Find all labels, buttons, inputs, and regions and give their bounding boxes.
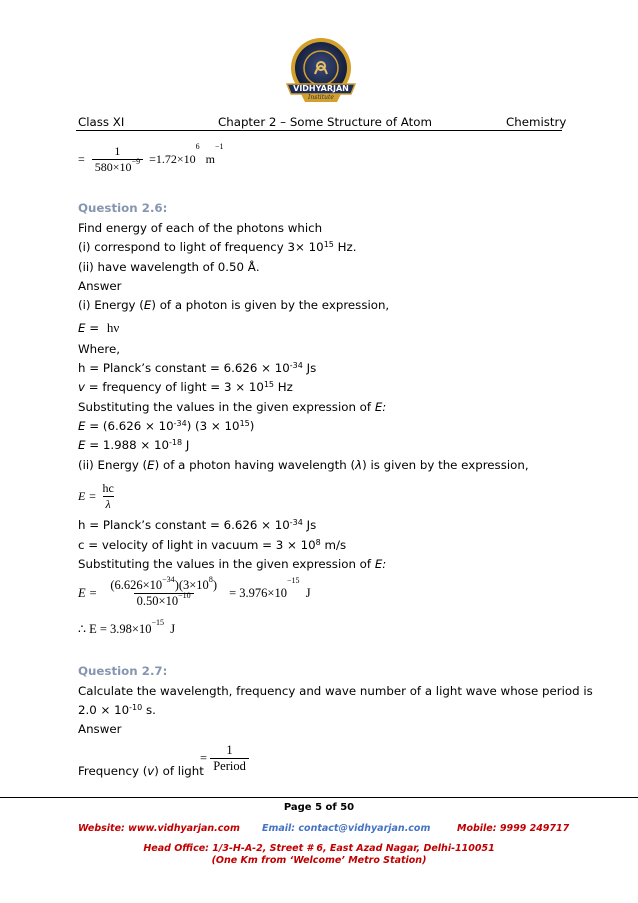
page-number: Page 5 of 50 [283,802,355,813]
q26-calc1: $E = (6.626 \times 10^{-34})$ $(3 \times 10^{15})$ [78,419,255,433]
formula-energy-calc: E = $\frac{(6.626\times 10^{-34})(3\times 10^8)}{0.50\times 10^{-10}}$ = $3.976\times 10^{-15}$ J [78,575,311,608]
q26-e-eq: E = hν [78,320,120,335]
q26-a2: (ii) Energy (E) of a photon having wavelength (λ) is given by the expression, [78,458,529,472]
q27-answer: Answer [78,722,122,736]
q27-line2: $2.0 \times 10^{-10}$ s. [78,703,156,717]
footer-divider [0,797,638,798]
q26-calc2: $E = 1.988 \times 10^{-18}$ J [78,438,190,452]
header-chapter: Chapter 2 – Some Structure of Atom [218,115,432,129]
q26-v: v = frequency of light = $3 \times 10^{15}$ Hz [78,380,293,394]
eq-sign: = [78,152,85,166]
formula-frequency-period: = $\frac{1}{\text{Period}}$ [200,743,249,774]
footer-email[interactable]: Email: contact@vidhyarjan.com [262,823,431,834]
q26-h2: h = Planck’s constant = $6.626 \times 10^{-34}$ Js [78,518,317,532]
q26-a1: (i) Energy (E) of a photon is given by the expression, [78,298,390,312]
answer-label: Answer [78,279,122,293]
eq-fraction [92,144,143,175]
header-class: Class XI [78,115,125,129]
q26-line2: (i) correspond to light of frequency $3\times 10^{15}$ Hz. [78,240,357,254]
question-2-6-title: Question 2.6: [78,201,168,215]
q26-c: c = velocity of light in vacuum = $3 \times 10^8$ m/s [78,538,347,552]
q27-line1: Calculate the wavelength, frequency and wave number of a light wave whose period is [78,684,593,698]
q26-subst: Substituting the values in the given expression of E: [78,400,387,414]
question-2-7-title: Question 2.7: [78,664,168,678]
q26-line1: Find energy of each of the photons which [78,221,323,235]
logo-subtext: Institute [308,94,334,101]
energy-result: ∴ $E = 3.98\times 10^{-15}$ J [78,618,176,636]
footer-office: Head Office: 1/3-H-A-2, Street # 6, East Azad Nagar, Delhi-110051 [143,843,495,854]
footer-office-landmark: (One Km from ‘Welcome’ Metro Station) [211,855,427,866]
equation-wave-number [78,141,224,175]
eq-numerator: 1 [114,144,121,158]
header-subject: Chemistry [506,115,567,129]
eq-result: $=1.72\times 10^6$ $m^{-1}$ [149,141,224,166]
q26-subst2: Substituting the values in the given expression of E: [78,557,387,571]
footer-mobile: Mobile: 9999 249717 [457,823,570,834]
header-divider [76,130,562,131]
formula-e-hc-lambda: E = $\frac{hc}{\lambda}$ [78,481,114,511]
footer-website[interactable]: Website: www.vidhyarjan.com [78,823,240,834]
q27-frequency: Frequency (v) of light [78,764,204,778]
eq-denominator: $580\times 10^{-9}$ [92,159,143,175]
q26-where: Where, [78,342,120,356]
q26-line3: (ii) have wavelength of 0.50 Å. [78,260,260,274]
logo-text: VIDHYARJAN [293,84,349,93]
institute-logo [281,36,361,112]
q26-h: h = Planck’s constant = $6.626 \times 10^{-34}$ Js [78,361,317,375]
